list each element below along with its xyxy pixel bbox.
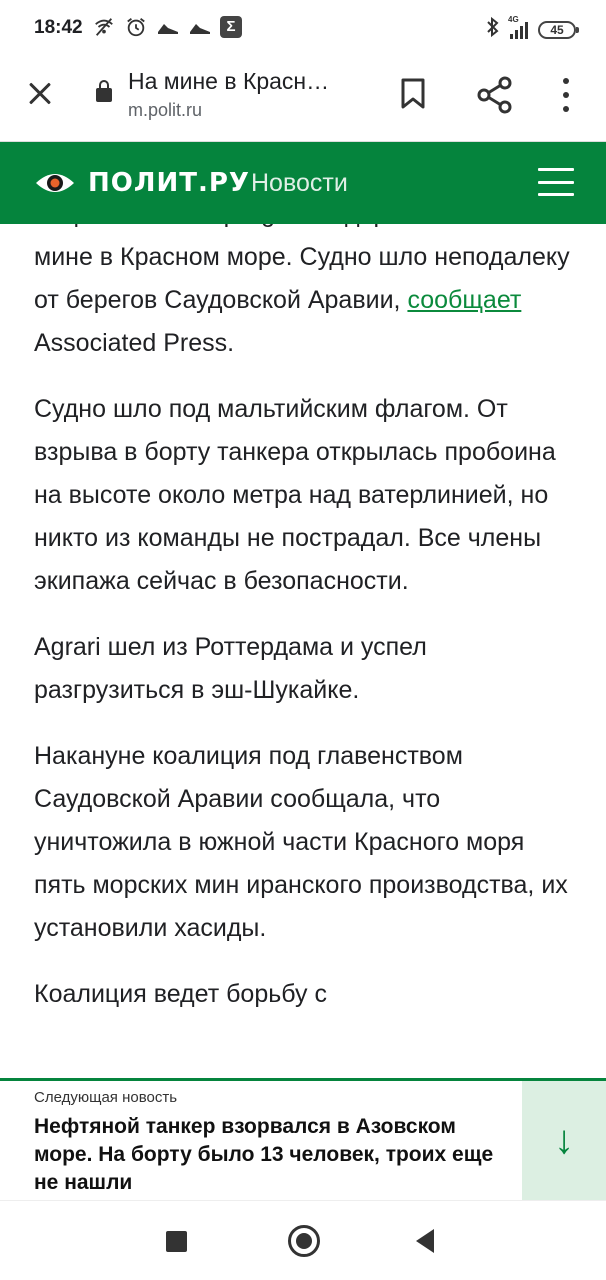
status-time: 18:42	[34, 17, 83, 38]
signal-icon	[508, 14, 528, 39]
next-news-banner[interactable]	[0, 1078, 606, 1200]
battery-icon: 45	[538, 21, 576, 39]
share-icon[interactable]	[476, 76, 514, 114]
system-icons	[486, 14, 576, 42]
next-news-title[interactable]: Нефтяной танкер взорвался в Азовском море. На борту было 13 человек, троих еще не нашли	[34, 1115, 494, 1194]
article-viewport[interactable]	[0, 224, 606, 1080]
sigma-icon: Σ	[220, 16, 242, 38]
article-paragraph: Судно шло под мальтийским флагом. От взрыва в борту танкера открылась пробоина на высоте около метра над ватерлинией, но никто из команды не пострадал. Все члены экипажа сейчас в безопасности.	[34, 395, 556, 595]
browser-toolbar	[0, 58, 606, 142]
bookmark-icon[interactable]	[400, 78, 426, 110]
page-title[interactable]: На мине в Красн…	[128, 68, 330, 94]
article-paragraph: Коалиция ведет борьбу с	[34, 980, 327, 1008]
recents-icon[interactable]	[166, 1231, 187, 1252]
status-bar	[0, 0, 606, 58]
source-link[interactable]: сообщает	[407, 286, 522, 314]
hamburger-menu-icon[interactable]	[538, 168, 574, 196]
next-news-caption: Следующая новость	[34, 1089, 178, 1106]
lock-icon[interactable]	[96, 88, 112, 102]
notification-icons	[92, 16, 242, 40]
shoe-icon	[188, 16, 212, 40]
network-type: 4G	[508, 14, 519, 24]
section-link[interactable]: Новости	[251, 169, 348, 197]
bluetooth-icon	[486, 17, 500, 42]
article-paragraph: Agrari шел из Роттердама и успел разгрузиться в эш-Шукайке.	[34, 633, 427, 704]
site-logo[interactable]: ПОЛИТ.РУ	[88, 168, 250, 198]
more-vert-icon[interactable]	[556, 78, 576, 112]
alarm-icon	[124, 16, 148, 40]
article-body	[34, 193, 574, 1039]
article-text: мине в Красном море. Судно шло неподалеку от берегов Саудовской Аравии,	[34, 243, 570, 314]
back-icon[interactable]	[416, 1229, 434, 1253]
eye-logo-icon[interactable]	[34, 169, 76, 197]
article-paragraph: Накануне коалиция под главенством Саудовской Аравии сообщала, что уничтожила в южной части Красного моря пять морских мин иранского производства, их установили хасиды.	[34, 742, 568, 942]
home-icon[interactable]	[288, 1225, 320, 1257]
site-header	[0, 142, 606, 224]
no-wifi-icon	[92, 16, 116, 40]
arrow-down-icon: ↓	[554, 1118, 574, 1162]
article-text: Associated Press.	[34, 329, 235, 357]
shoe-icon	[156, 16, 180, 40]
url-domain[interactable]: m.polit.ru	[128, 100, 203, 120]
next-news-button[interactable]	[522, 1081, 606, 1200]
close-icon[interactable]	[22, 76, 58, 112]
system-nav-bar	[0, 1200, 606, 1280]
